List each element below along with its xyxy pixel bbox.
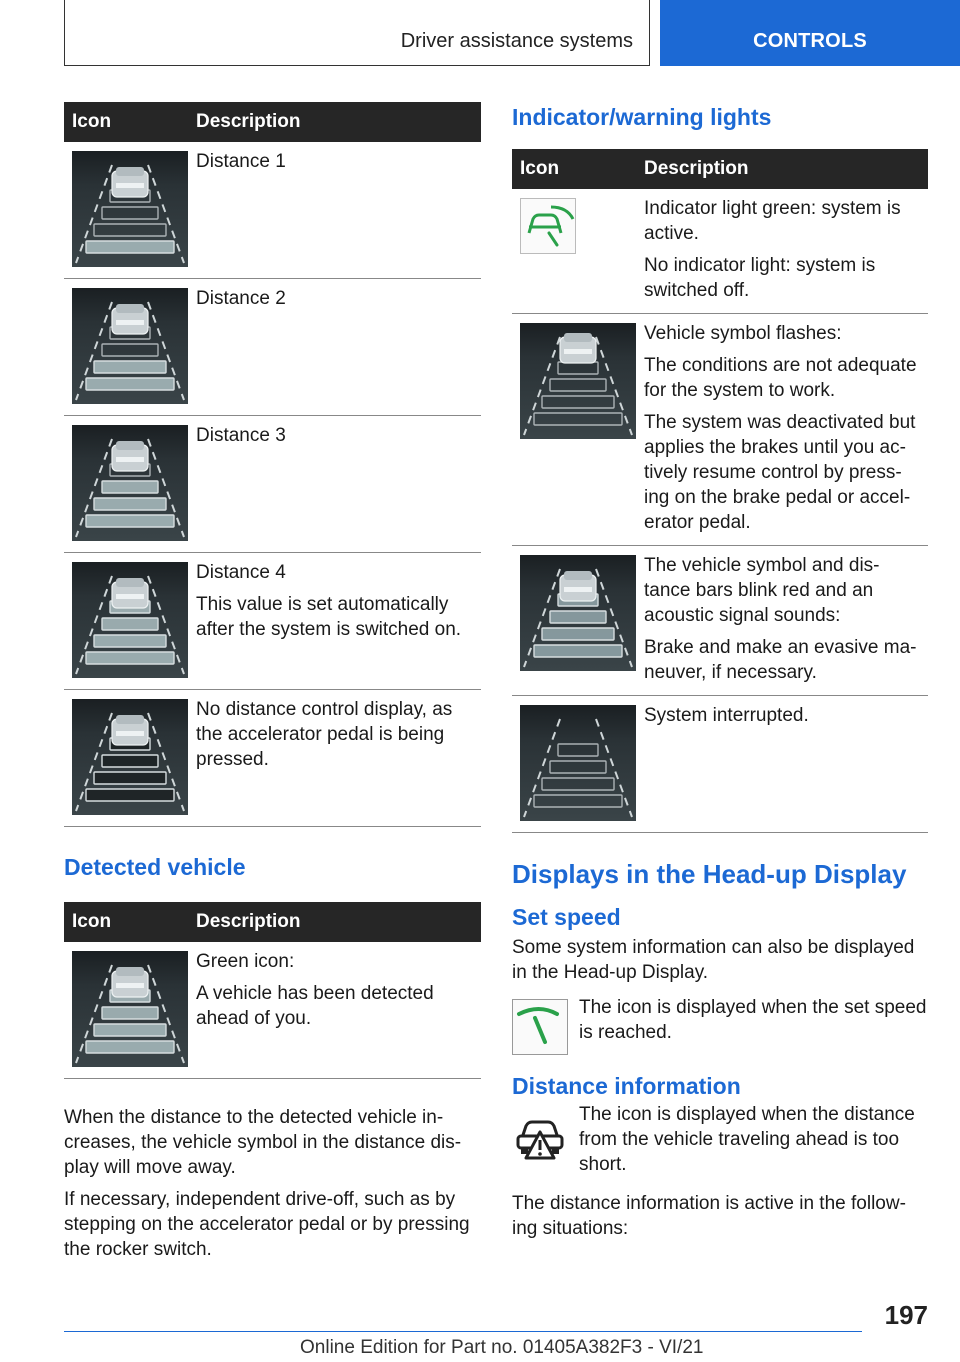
- description-text: The vehicle symbol and dis-tance bars blink red and an acoustic signal sounds:: [644, 555, 880, 626]
- table-header-icon: Icon: [64, 902, 188, 942]
- left-column: [64, 102, 481, 1262]
- description-text: The conditions are not adequate for the system to work.: [644, 355, 917, 401]
- description-cell: [188, 690, 481, 827]
- distance-info-text: The icon is displayed when the distance from the vehicle traveling ahead is too short.: [579, 1104, 915, 1175]
- description-text: Distance 4: [196, 562, 286, 583]
- table-header-description: Description: [188, 902, 481, 942]
- icon-cell: [64, 416, 188, 553]
- description-text: Brake and make an evasive ma-neuver, if necessary.: [644, 637, 917, 683]
- distance-info-paragraph: The distance information is active in the follow-ing situations:: [512, 1193, 906, 1239]
- icon-cell: [64, 553, 188, 690]
- table-row: [64, 690, 481, 827]
- description-text: Indicator light green: system is active.: [644, 198, 901, 244]
- vehicle-symbol-flashing-icon: [520, 323, 636, 439]
- description-text: No indicator light: system is switched off.: [644, 255, 876, 301]
- icon-cell: [512, 696, 636, 833]
- description-cell: [636, 696, 928, 833]
- distance-bars-red-icon: [520, 555, 636, 671]
- table-row: [64, 142, 481, 279]
- description-cell: [188, 279, 481, 416]
- paragraph: When the distance to the detected vehicle in-creases, the vehicle symbol in the distance dis-play will move away.: [64, 1107, 462, 1178]
- detected-vehicle-heading: Detected vehicle: [64, 854, 246, 880]
- icon-cell: [64, 690, 188, 827]
- vehicle-detected-icon: [72, 951, 188, 1067]
- detected-vehicle-text: [64, 1105, 481, 1262]
- table-row: [512, 189, 928, 314]
- set-speed-row: [512, 995, 928, 1055]
- description-text: Vehicle symbol flashes:: [644, 323, 842, 344]
- description-text: No distance control display, as the accelerator pedal is being pressed.: [196, 699, 453, 770]
- no-distance-control-icon: [72, 699, 188, 815]
- table-row: [512, 546, 928, 696]
- description-text: The system was deactivated but applies the brakes until you ac-tively resume control by press-ing on the brake pedal or accel-erator pedal.: [644, 412, 916, 533]
- description-cell: [636, 314, 928, 546]
- icon-cell: [512, 314, 636, 546]
- description-text: Distance 1: [196, 151, 286, 172]
- cruise-control-green-icon: [520, 198, 576, 254]
- table-row: [64, 553, 481, 690]
- set-speed-heading: Set speed: [512, 904, 621, 930]
- description-text: A vehicle has been detected ahead of you.: [196, 983, 434, 1029]
- set-speed-intro: Some system information can also be displayed in the Head-up Display.: [512, 937, 915, 983]
- header-frame: [64, 0, 650, 66]
- indicator-lights-table: [512, 149, 928, 833]
- table-header-icon: Icon: [64, 102, 188, 142]
- detected-vehicle-table: [64, 902, 481, 1079]
- system-interrupted-icon: [520, 705, 636, 821]
- icon-cell: [64, 279, 188, 416]
- distance-info-heading: Distance information: [512, 1073, 741, 1099]
- description-cell: [636, 189, 928, 314]
- distance-1-icon: [72, 151, 188, 267]
- description-cell: [188, 942, 481, 1079]
- description-cell: [636, 546, 928, 696]
- distance-table: [64, 102, 481, 827]
- icon-cell: [512, 546, 636, 696]
- description-text: Green icon:: [196, 951, 295, 972]
- description-text: Distance 2: [196, 288, 286, 309]
- description-cell: [188, 416, 481, 553]
- indicator-lights-heading: Indicator/warning lights: [512, 104, 772, 130]
- hud-heading: Displays in the Head-up Display: [512, 859, 907, 889]
- table-header-description: Description: [188, 102, 481, 142]
- footer-rule: [64, 1331, 862, 1332]
- table-row: [64, 942, 481, 1079]
- edition-note: Online Edition for Part no. 01405A382F3 - VI/21: [300, 1337, 704, 1358]
- icon-cell: [512, 189, 636, 314]
- table-header-description: Description: [636, 149, 928, 189]
- paragraph: If necessary, independent drive-off, such as by stepping on the accelerator pedal or by pressing the rocker switch.: [64, 1189, 470, 1260]
- page-number: 197: [884, 1300, 928, 1330]
- chapter-tab: CONTROLS: [660, 0, 960, 66]
- set-speed-text: The icon is displayed when the set speed is reached.: [579, 997, 927, 1043]
- table-row: [64, 416, 481, 553]
- description-text: System interrupted.: [644, 705, 809, 726]
- icon-cell: [64, 942, 188, 1079]
- description-text: This value is set automatically after the system is switched on.: [196, 594, 462, 640]
- icon-cell: [64, 142, 188, 279]
- table-row: [64, 279, 481, 416]
- description-text: Distance 3: [196, 425, 286, 446]
- table-row: [512, 696, 928, 833]
- distance-info-row: [512, 1102, 928, 1177]
- distance-4-icon: [72, 562, 188, 678]
- distance-3-icon: [72, 425, 188, 541]
- description-cell: [188, 142, 481, 279]
- distance-warning-icon: [512, 1106, 568, 1162]
- section-title: Driver assistance systems: [400, 30, 633, 52]
- table-header-icon: Icon: [512, 149, 636, 189]
- right-column: [512, 102, 928, 1241]
- table-row: [512, 314, 928, 546]
- description-cell: [188, 553, 481, 690]
- distance-2-icon: [72, 288, 188, 404]
- set-speed-icon: [512, 999, 568, 1055]
